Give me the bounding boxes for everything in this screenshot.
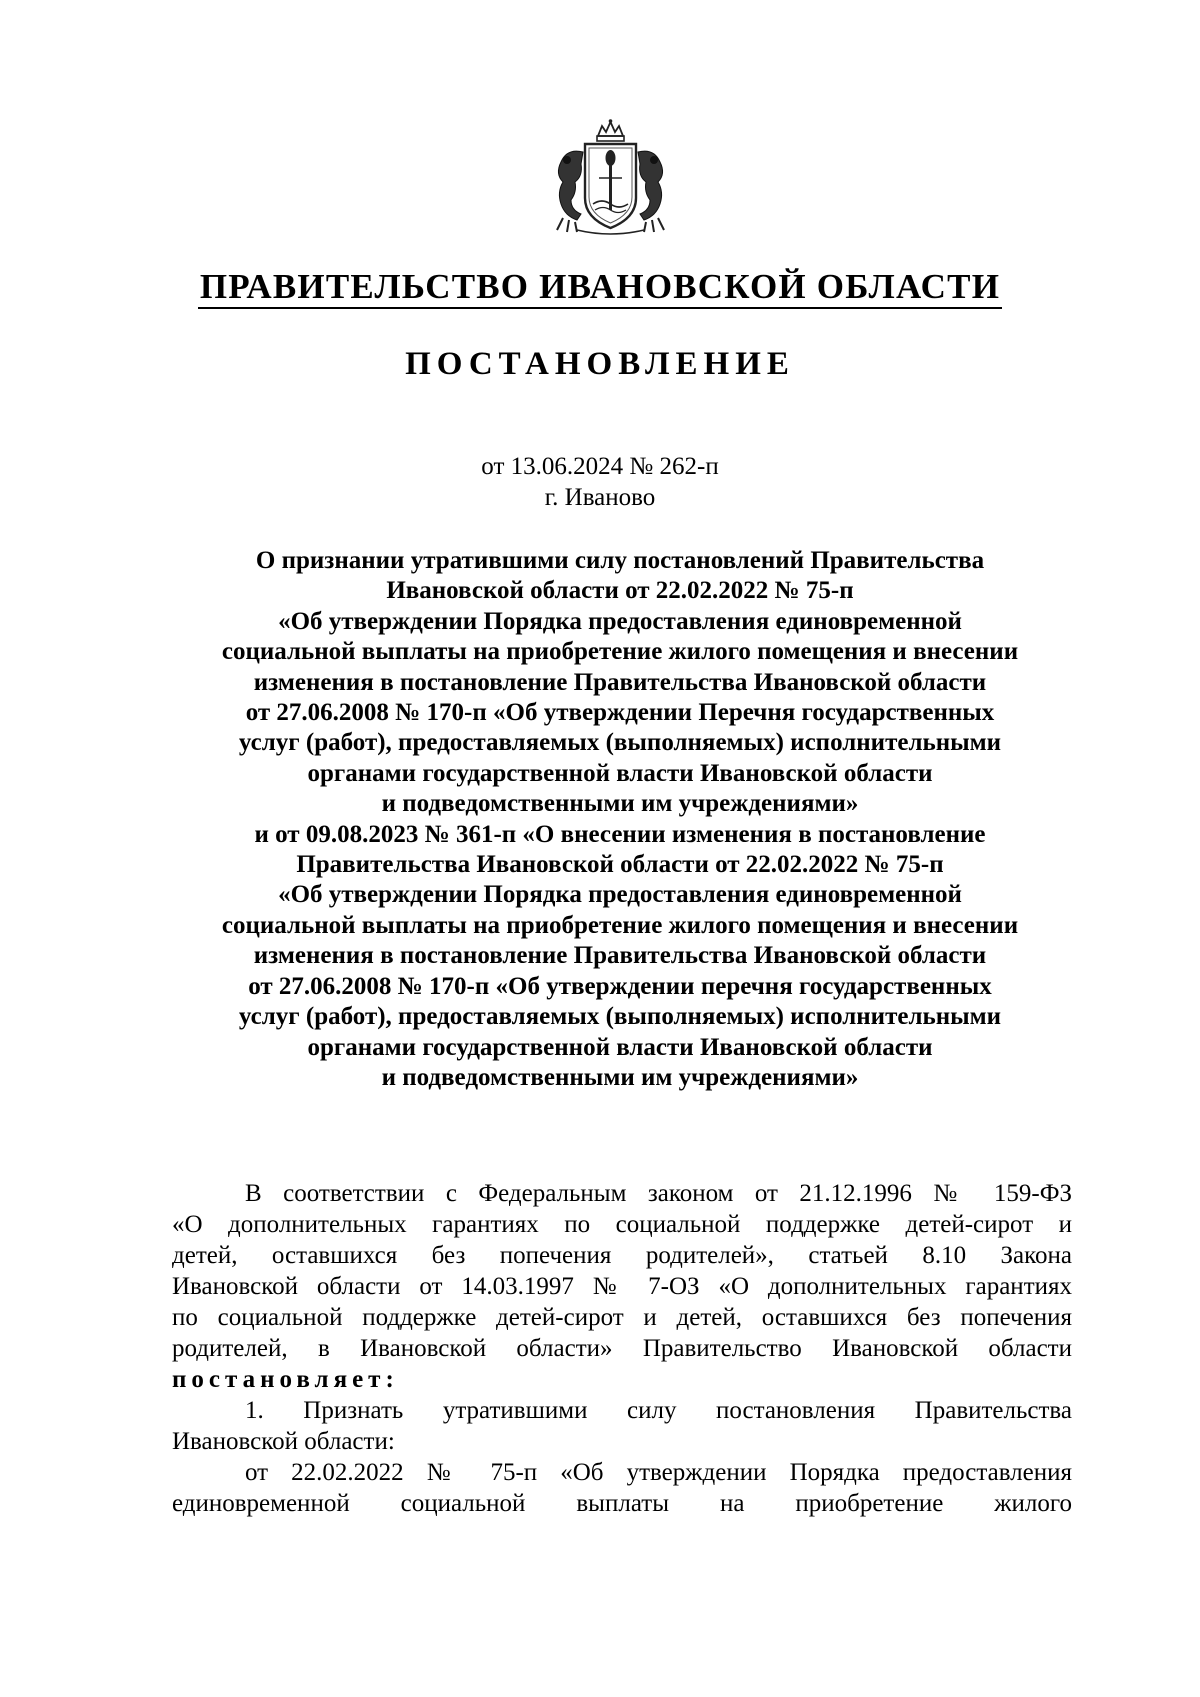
- subject-line: услуг (работ), предоставляемых (выполняемых) исполнительными: [238, 729, 1002, 757]
- item-sub-line: единовременной социальной выплаты на приобретение жилого: [172, 1490, 1072, 1517]
- document-subject: [160, 546, 1080, 1093]
- subject-line: «Об утверждении Порядка предоставления единовременной: [278, 881, 962, 909]
- document-date-number: от 13.06.2024 № 262-п: [481, 453, 719, 480]
- item-sub-line: от 22.02.2022 № 75-п «Об утверждении Порядка предоставления: [245, 1459, 1072, 1486]
- subject-line: и подведомственными им учреждениями»: [381, 790, 859, 818]
- organization-title-text: ПРАВИТЕЛЬСТВО ИВАНОВСКОЙ ОБЛАСТИ: [198, 268, 1002, 309]
- subject-line: от 27.06.2008 № 170-п «Об утверждении перечня государственных: [248, 972, 992, 1000]
- subject-line: органами государственной власти Ивановской области: [307, 1033, 933, 1061]
- subject-line: изменения в постановление Правительства Ивановской области: [253, 942, 987, 970]
- item-line: 1. Признать утратившими силу постановления Правительства: [245, 1397, 1072, 1424]
- decree-word: постановляет:: [172, 1366, 399, 1393]
- subject-line: социальной выплаты на приобретение жилого помещения и внесении: [221, 638, 1019, 666]
- subject-line: и от 09.08.2023 № 361-п «О внесении изменения в постановление: [254, 820, 986, 848]
- preamble-line: родителей, в Ивановской области» Правительство Ивановской области: [172, 1335, 1072, 1362]
- preamble-line: В соответствии с Федеральным законом от 21.12.1996 № 159-ФЗ: [245, 1180, 1072, 1207]
- preamble-line: детей, оставшихся без попечения родителей», статьей 8.10 Закона: [172, 1242, 1072, 1269]
- subject-line: О признании утратившими силу постановлений Правительства: [255, 547, 985, 574]
- preamble-line: по социальной поддержке детей-сирот и детей, оставшихся без попечения: [172, 1304, 1072, 1331]
- organization-title: [0, 266, 1200, 309]
- preamble-line: «О дополнительных гарантиях по социальной поддержке детей-сирот и: [172, 1211, 1072, 1238]
- subject-line: изменения в постановление Правительства Ивановской области: [253, 668, 987, 696]
- preamble-line: Ивановской области от 14.03.1997 № 7-ОЗ «О дополнительных гарантиях: [172, 1273, 1072, 1300]
- subject-line: социальной выплаты на приобретение жилого помещения и внесении: [221, 911, 1019, 939]
- subject-line: «Об утверждении Порядка предоставления единовременной: [278, 607, 962, 635]
- subject-line: услуг (работ), предоставляемых (выполняемых) исполнительными: [238, 1003, 1002, 1031]
- coat-of-arms-icon: [547, 118, 674, 238]
- subject-line: и подведомственными им учреждениями»: [381, 1063, 859, 1091]
- subject-line: органами государственной власти Ивановской области: [307, 759, 933, 787]
- subject-line: от 27.06.2008 № 170-п «Об утверждении Перечня государственных: [245, 699, 995, 727]
- document-body: [172, 1178, 1072, 1519]
- document-city: г. Иваново: [544, 484, 656, 511]
- subject-line: Ивановской области от 22.02.2022 № 75-п: [386, 577, 854, 605]
- decree-line: [172, 1364, 1072, 1395]
- item-line: Ивановской области:: [172, 1428, 395, 1455]
- document-type-title: ПОСТАНОВЛЕНИЕ: [405, 346, 795, 382]
- subject-line: Правительства Ивановской области от 22.02.2022 № 75-п: [296, 851, 944, 879]
